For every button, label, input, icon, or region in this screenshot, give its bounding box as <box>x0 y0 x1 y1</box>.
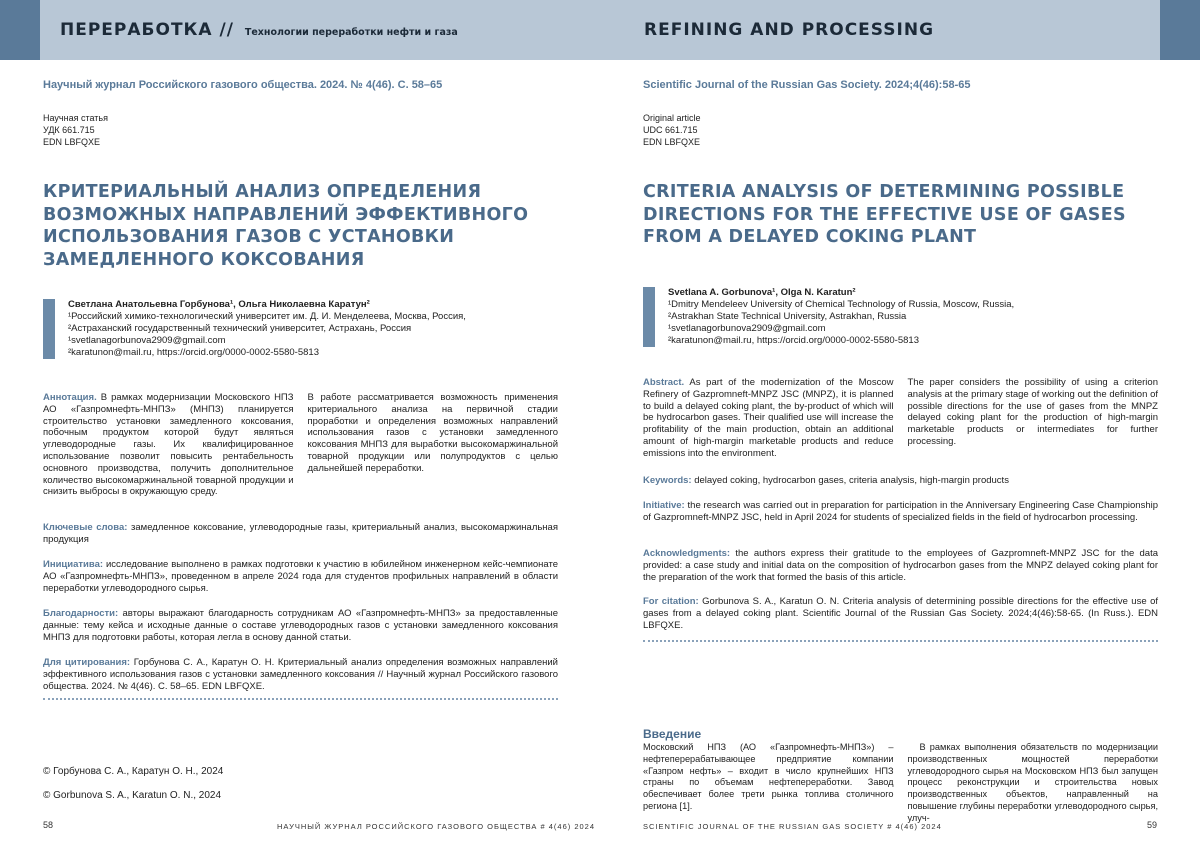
acknowledgments-label: Acknowledgments: <box>643 548 731 559</box>
copyright-ru: © Горбунова С. А., Каратун О. Н., 2024 <box>43 766 224 777</box>
affiliation: ¹Российский химико-технологический университет им. Д. И. Менделеева, Москва, Россия, <box>68 311 466 322</box>
citation-label: Для цитирования: <box>43 657 131 668</box>
acknowledgments <box>643 548 1158 583</box>
header-accent <box>1160 0 1200 60</box>
abstract-label: Аннотация. <box>43 392 97 403</box>
keywords <box>43 522 558 546</box>
citation-text: Gorbunova S. A., Karatun O. N. Criteria analysis of determining possible directions for the effective use of gases from a delayed coking plant. Scientific Journal of the Russian Gas Society. 2024;4(46):58-65. (In Russ.). EDN LBFQXE. <box>643 596 1158 631</box>
acknowledgments-label: Благодарности: <box>43 608 119 619</box>
dotted-divider <box>643 640 1158 642</box>
journal-reference: Научный журнал Российского газового общества. 2024. № 4(46). С. 58–65 <box>43 79 443 91</box>
page-number: 59 <box>1147 820 1158 830</box>
article-meta <box>43 112 108 148</box>
abstract-text: В работе рассматривается возможность применения критериального анализа на первичной стадии проработки и определения возможных направлений использования газов с установки замедленного коксования МНПЗ для выработки высокомаржинальной товарной продукции или полупродуктов с целью дальнейшей переработки. <box>307 392 558 474</box>
acknowledgments-text: the authors express their gratitude to the employees of Gazpromneft-MNPZ JSC for the data provided: a case study and initial data on the composition of hydrocarbon gases from the MNPZ delayed coking plant for the preparation of the work that formed the basis of this article. <box>643 548 1159 583</box>
section-title-text: ПЕРЕРАБОТКА // <box>60 20 234 40</box>
introduction-col1: Московский НПЗ (АО «Газпромнефть-МНПЗ») – нефтеперерабатывающее предприятие компании «Газпром нефть» – входит в число крупнейших НПЗ страны по объемам нефтепереработки. Завод обеспечивает более трети рынка топлива столичного региона [1]. <box>643 742 894 811</box>
copyright-en: © Gorbunova S. A., Karatun O. N., 2024 <box>43 790 222 801</box>
section-title <box>60 20 458 40</box>
article-type: Original article <box>643 113 701 123</box>
keywords-text: delayed coking, hydrocarbon gases, criteria analysis, high-margin products <box>694 475 1009 486</box>
page-footer: SCIENTIFIC JOURNAL OF THE RUSSIAN GAS SOCIETY # 4(46) 2024 <box>643 822 942 831</box>
right-page <box>600 0 1200 849</box>
abstract <box>643 377 1158 460</box>
initiative-text: исследование выполнено в рамках подготовки к участию в юбилейном инженерном кейс-чемпионате АО «Газпромнефть-МНПЗ», проведенном в апреле 2024 года для студентов профильных направлений в области переработки углеводородного сырья. <box>43 559 559 594</box>
journal-reference: Scientific Journal of the Russian Gas Society. 2024;4(46):58-65 <box>643 79 971 91</box>
author-names: Svetlana A. Gorbunova¹, Olga N. Karatun² <box>668 287 856 298</box>
keywords-label: Keywords: <box>643 475 692 486</box>
page-footer: НАУЧНЫЙ ЖУРНАЛ РОССИЙСКОГО ГАЗОВОГО ОБЩЕСТВА # 4(46) 2024 <box>277 822 596 831</box>
article-meta <box>643 112 701 148</box>
abstract-text: As part of the modernization of the Moscow Refinery of Gazpromneft-MNPZ JSC (MNPZ), it is planned to build a delayed coking plant, the by-product of which will be hydrocarbon gases. Their qualified use will increase the profitability of the main production, obtain an additional amount of high-margin marketable products and reduce emissions into the environment. <box>643 377 894 459</box>
udc-code: УДК 661.715 <box>43 125 95 135</box>
initiative-label: Инициатива: <box>43 559 104 570</box>
edn-code: EDN LBFQXE <box>643 137 701 147</box>
introduction-heading: Введение <box>643 727 702 741</box>
initiative-label: Initiative: <box>643 500 685 511</box>
authors-bar <box>643 287 655 347</box>
author-email[interactable]: ²karatunon@mail.ru, https://orcid.org/0000-0002-5580-5813 <box>668 335 919 346</box>
article-title: КРИТЕРИАЛЬНЫЙ АНАЛИЗ ОПРЕДЕЛЕНИЯ ВОЗМОЖНЫХ НАПРАВЛЕНИЙ ЭФФЕКТИВНОГО ИСПОЛЬЗОВАНИЯ ГАЗОВ С УСТАНОВКИ ЗАМЕДЛЕННОГО КОКСОВАНИЯ <box>43 182 529 270</box>
authors-block <box>643 287 1014 347</box>
dotted-divider <box>43 698 558 700</box>
article-title: CRITERIA ANALYSIS OF DETERMINING POSSIBLE DIRECTIONS FOR THE EFFECTIVE USE OF GASES FROM A DELAYED COKING PLANT <box>643 182 1126 247</box>
abstract-label: Abstract. <box>643 377 685 388</box>
abstract <box>43 392 558 498</box>
authors-bar <box>43 299 55 359</box>
affiliation: ²Астраханский государственный технический университет, Астрахань, Россия <box>68 323 412 334</box>
abstract-text: The paper considers the possibility of using a criterion analysis at the primary stage of working out the definition of possible directions for the use of gases from the MNPZ delayed coking plant for the production of high-margin marketable products or intermediates for further processing. <box>907 377 1158 447</box>
acknowledgments <box>43 608 558 643</box>
affiliation: ¹Dmitry Mendeleev University of Chemical Technology of Russia, Moscow, Russia, <box>668 299 1015 310</box>
keywords-text: замедленное коксование, углеводородные газы, критериальный анализ, высокомаржинальная продукция <box>43 522 558 545</box>
affiliation: ²Astrakhan State Technical University, Astrakhan, Russia <box>668 311 907 322</box>
header-accent <box>0 0 40 60</box>
section-subtitle: Технологии переработки нефти и газа <box>244 27 458 38</box>
abstract-text: В рамках модернизации Московского НПЗ АО «Газпромнефть-МНПЗ» (МНПЗ) планируется строительство установки замедленного коксования, побочным продуктом которой будут являться углеводородные газы. Их квалифицированное использование позволит повысить рентабельность основного производства, получить дополнительное количество высокомаржинальной товарной продукции и снизить выбросы в окружающую среду. <box>43 392 294 498</box>
citation <box>643 596 1158 631</box>
initiative-text: the research was carried out in preparation for participation in the Anniversary Engineering Case Championship of Gazpromneft-MNPZ JSC, held in April 2024 for students of specialized fields in the field of hydrocarbon processing. <box>643 500 1158 523</box>
edn-code: EDN LBFQXE <box>43 137 101 147</box>
authors-block <box>43 299 466 359</box>
acknowledgments-text: авторы выражают благодарность сотрудникам АО «Газпромнефть-МНПЗ» за предоставленные данные: тему кейса и исходные данные о составе углеводородных газов с установки замедленного коксования МНПЗ для подготовки работы, которая легла в основу данной статьи. <box>43 608 558 643</box>
citation-label: For citation: <box>643 596 699 607</box>
initiative <box>43 559 558 594</box>
section-title: REFINING AND PROCESSING <box>644 20 935 40</box>
article-type: Научная статья <box>43 113 108 123</box>
introduction-text <box>643 742 1158 825</box>
author-names: Светлана Анатольевна Горбунова¹, Ольга Николаевна Каратун² <box>68 299 370 310</box>
author-email[interactable]: ¹svetlanagorbunova2909@gmail.com <box>68 335 226 346</box>
author-email[interactable]: ²karatunon@mail.ru, https://orcid.org/0000-0002-5580-5813 <box>68 347 319 358</box>
udc-code: UDC 661.715 <box>643 125 698 135</box>
page-number: 58 <box>43 820 54 830</box>
keywords-label: Ключевые слова: <box>43 522 128 533</box>
author-email[interactable]: ¹svetlanagorbunova2909@gmail.com <box>668 323 826 334</box>
citation <box>43 657 558 692</box>
introduction-col2: В рамках выполнения обязательств по модернизации производственных мощностей переработки углеводородного сырья на Московском НПЗ был запущен процесс реконструкции и строительства новых производственных объектов, направленный на повышение глубины переработки углеводородного сырья, улуч- <box>907 742 1158 823</box>
initiative <box>643 500 1158 524</box>
keywords <box>643 475 1158 487</box>
citation-text: Горбунова С. А., Каратун О. Н. Критериальный анализ определения возможных направлений эффективного использования газов с установки замедленного коксования // Научный журнал Российского газового общества. 2024. № 4(46). С. 58–65. EDN LBFQXE. <box>43 657 558 692</box>
